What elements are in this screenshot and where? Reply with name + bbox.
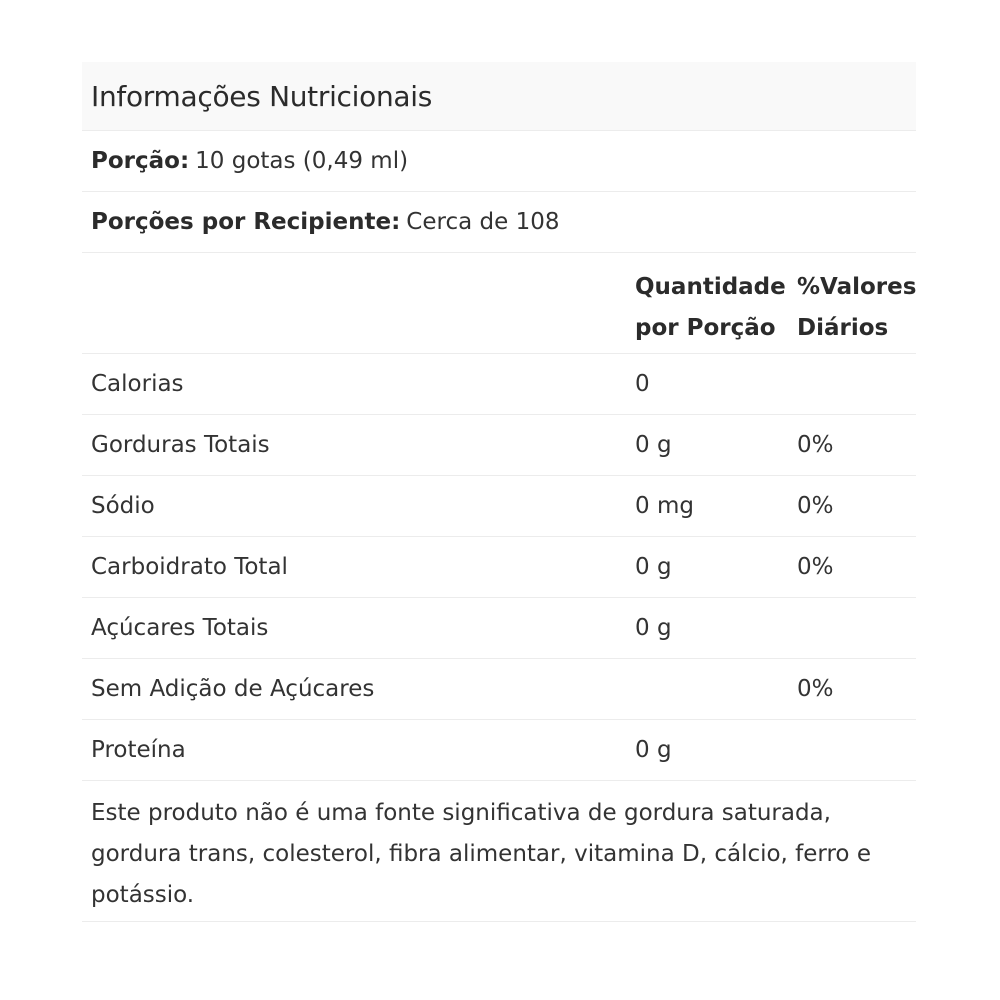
table-title: Informações Nutricionais — [91, 79, 433, 113]
nutrient-amount: 0 mg — [635, 493, 694, 519]
nutrient-daily-value: 0% — [797, 676, 834, 702]
table-row — [82, 354, 916, 415]
nutrient-amount: 0 — [635, 371, 650, 397]
title-row — [82, 62, 916, 131]
table-row — [82, 720, 916, 781]
nutrient-name: Açúcares Totais — [91, 615, 269, 641]
serving-size-label: Porção: — [91, 148, 190, 174]
nutrient-name: Proteína — [91, 737, 186, 763]
daily-header-line2: Diários — [797, 315, 889, 341]
nutrient-amount: 0 g — [635, 615, 672, 641]
amount-header-line1: Quantidade — [635, 274, 786, 300]
daily-header-line1: %Valores — [797, 274, 917, 300]
table-row — [82, 598, 916, 659]
nutrient-name: Gorduras Totais — [91, 432, 270, 458]
amount-per-serving-header — [635, 267, 795, 349]
nutrient-name: Carboidrato Total — [91, 554, 288, 580]
servings-per-container-value: Cerca de 108 — [406, 209, 560, 235]
nutrient-amount: 0 g — [635, 554, 672, 580]
table-row — [82, 476, 916, 537]
nutrient-name: Sem Adição de Açúcares — [91, 676, 375, 702]
column-header-row — [82, 253, 916, 354]
nutrient-amount: 0 g — [635, 432, 672, 458]
serving-size-value: 10 gotas (0,49 ml) — [195, 148, 409, 174]
footnote-row — [82, 781, 916, 922]
table-row — [82, 537, 916, 598]
table-row — [82, 415, 916, 476]
amount-header-line2: por Porção — [635, 315, 776, 341]
table-row — [82, 659, 916, 720]
nutrient-daily-value: 0% — [797, 432, 834, 458]
nutrient-name: Sódio — [91, 493, 155, 519]
serving-size-row — [82, 131, 916, 192]
servings-per-container-label: Porções por Recipiente: — [91, 209, 401, 235]
daily-value-header — [797, 267, 917, 349]
nutrient-daily-value: 0% — [797, 554, 834, 580]
servings-per-container-row — [82, 192, 916, 253]
nutrient-amount: 0 g — [635, 737, 672, 763]
footnote-text: Este produto não é uma fonte significativa de gordura saturada, gordura trans, colesterol, fibra alimentar, vitamina D, cálcio, ferro e potássio. — [91, 800, 871, 908]
nutrient-daily-value: 0% — [797, 493, 834, 519]
nutrition-facts-table — [82, 62, 916, 922]
nutrient-name: Calorias — [91, 371, 184, 397]
